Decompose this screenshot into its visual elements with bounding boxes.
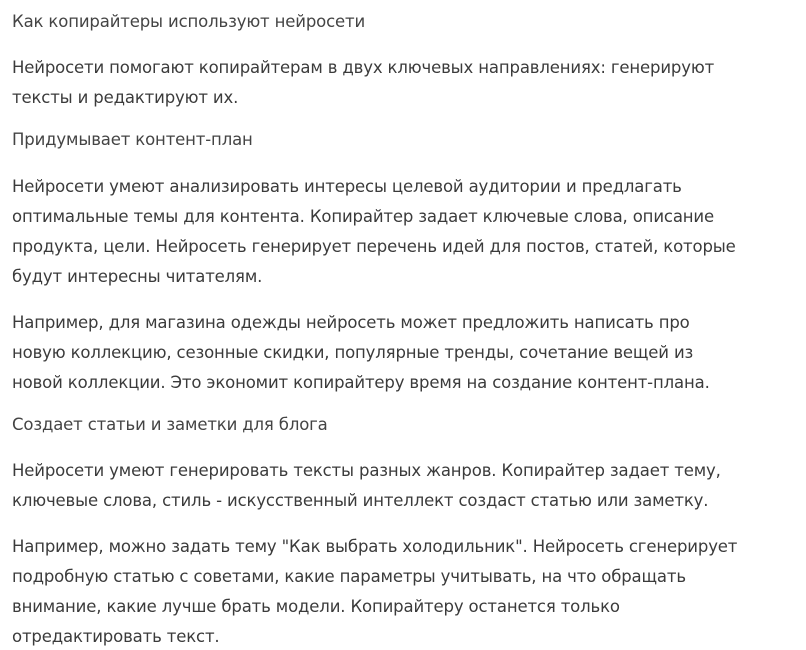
- section1-p1-line-3: продукта, цели. Нейросеть генерирует перечень идей для постов, статей, которые: [12, 237, 736, 256]
- section1-p2-line-3: новой коллекции. Это экономит копирайтеру время на создание контент-плана.: [12, 373, 710, 392]
- intro-line-1: Нейросети помогают копирайтерам в двух ключевых направлениях: генерируют: [12, 58, 715, 77]
- section2-p1-line-2: ключевые слова, стиль - искусственный интеллект создаст статью или заметку.: [12, 491, 709, 510]
- section1-p2-line-2: новую коллекцию, сезонные скидки, популярные тренды, сочетание вещей из: [12, 343, 694, 362]
- section1-p1-line-2: оптимальные темы для контента. Копирайтер задает ключевые слова, описание: [12, 207, 714, 226]
- intro-paragraph: [12, 53, 806, 113]
- article-title-text: Как копирайтеры используют нейросети: [12, 12, 366, 31]
- section1-p2-line-1: Например, для магазина одежды нейросеть может предложить написать про: [12, 313, 690, 332]
- section1-heading-text: Придумывает контент-план: [12, 130, 253, 149]
- section2-p2-line-3: внимание, какие лучше брать модели. Копирайтеру останется только: [12, 597, 620, 616]
- section2-p1-line-1: Нейросети умеют генерировать тексты разных жанров. Копирайтер задает тему,: [12, 461, 721, 480]
- intro-line-2: тексты и редактируют их.: [12, 88, 239, 107]
- section1-heading: [12, 125, 806, 155]
- section1-p1-line-4: будут интересны читателям.: [12, 267, 263, 286]
- section2-paragraph-1: [12, 456, 806, 516]
- article-title: [12, 7, 806, 37]
- section2-p2-line-4: отредактировать текст.: [12, 627, 220, 646]
- section1-p1-line-1: Нейросети умеют анализировать интересы целевой аудитории и предлагать: [12, 177, 682, 196]
- section2-heading: [12, 410, 806, 440]
- section2-p2-line-1: Например, можно задать тему "Как выбрать холодильник". Нейросеть сгенерирует: [12, 537, 738, 556]
- section2-heading-text: Создает статьи и заметки для блога: [12, 415, 328, 434]
- section1-paragraph-1: [12, 172, 806, 292]
- section1-paragraph-2: [12, 308, 806, 398]
- section2-paragraph-2: [12, 532, 806, 650]
- section2-p2-line-2: подробную статью с советами, какие параметры учитывать, на что обращать: [12, 567, 686, 586]
